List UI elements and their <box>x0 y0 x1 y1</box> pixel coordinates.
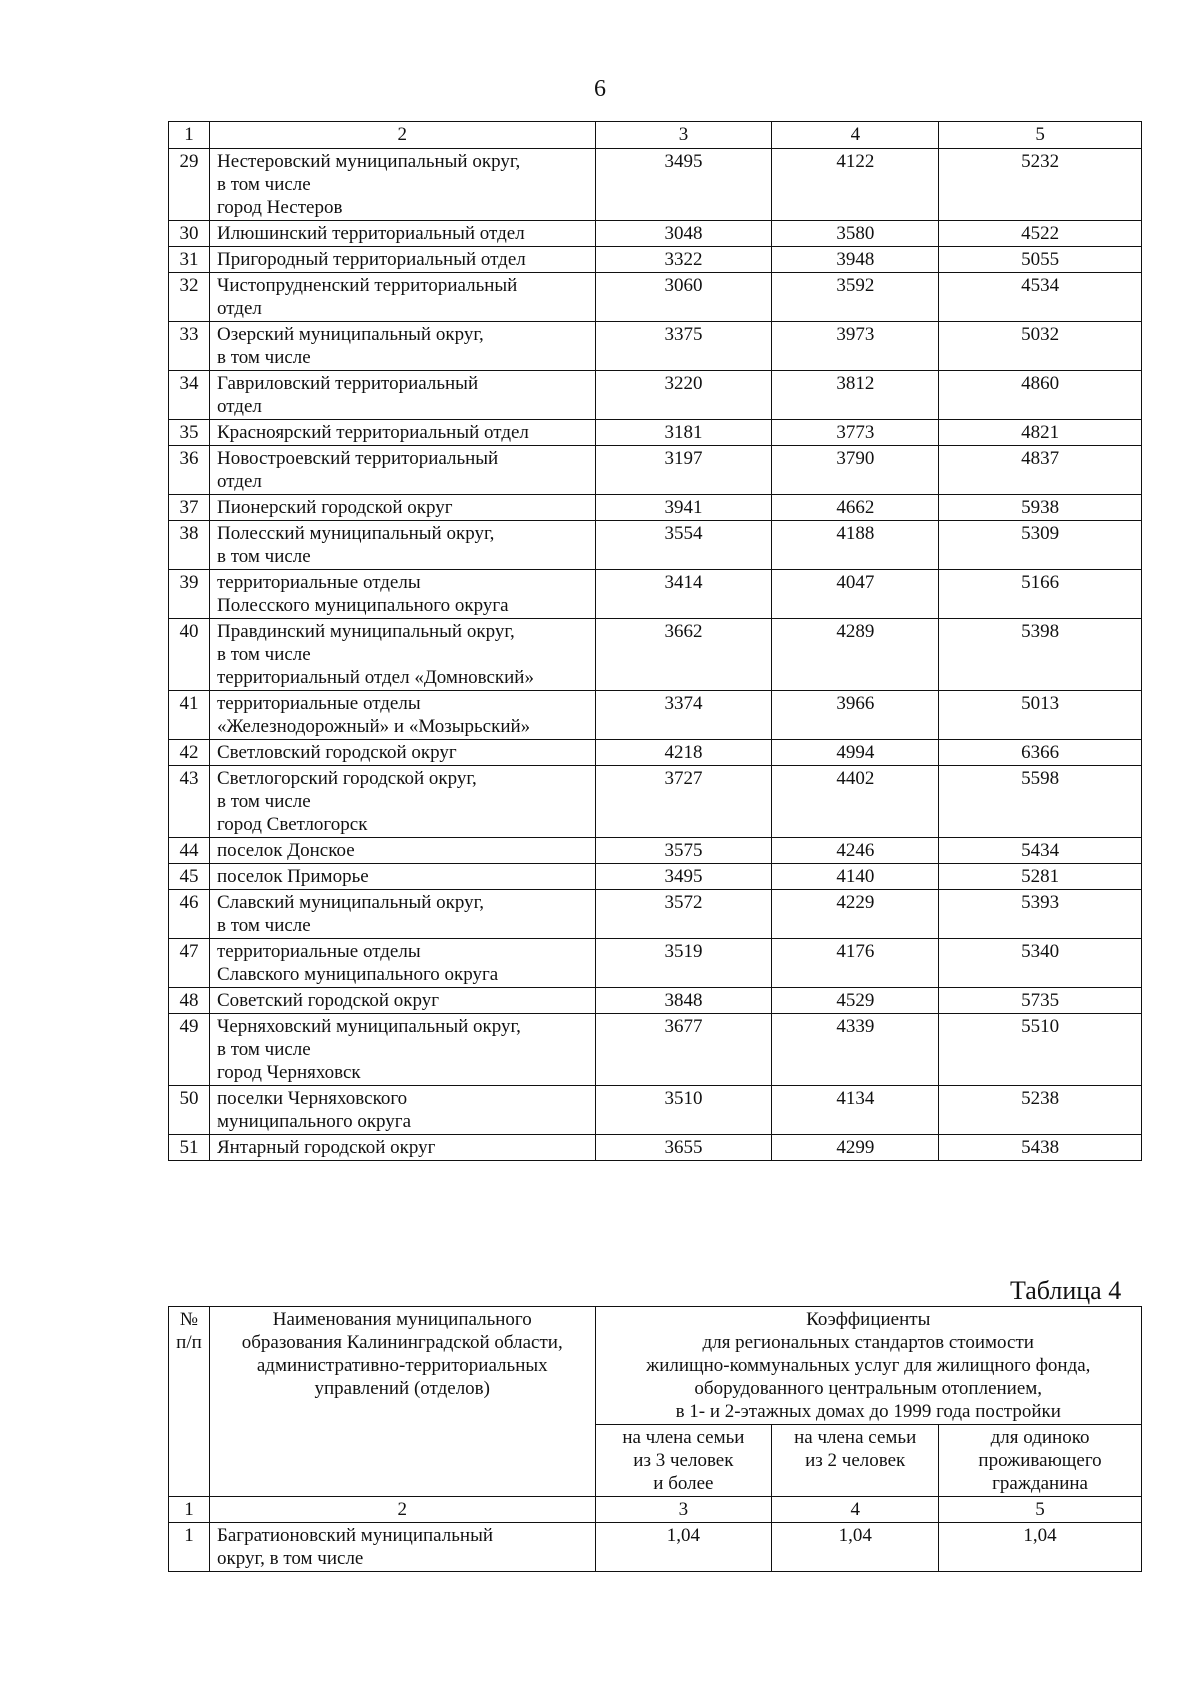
municipality-name: Славский муниципальный округ, в том числе <box>209 890 595 939</box>
value-col-4: 4339 <box>772 1014 939 1086</box>
value-col-3: 3181 <box>595 420 772 446</box>
row-number: 34 <box>169 371 210 420</box>
value-col-5: 5309 <box>939 521 1142 570</box>
table-row <box>169 521 1142 570</box>
value-col-5: 4534 <box>939 273 1142 322</box>
table-row <box>169 371 1142 420</box>
row-number: 40 <box>169 619 210 691</box>
municipality-name: Правдинский муниципальный округ, в том числе территориальный отдел «Домновский» <box>209 619 595 691</box>
value-col-3: 3727 <box>595 766 772 838</box>
value-col-5: 5281 <box>939 864 1142 890</box>
value-col-4: 3592 <box>772 273 939 322</box>
column-number-4: 4 <box>772 122 939 149</box>
row-number: 51 <box>169 1135 210 1161</box>
value-col-5: 5398 <box>939 619 1142 691</box>
row-number: 35 <box>169 420 210 446</box>
table-row <box>169 740 1142 766</box>
header-coefficients-group: Коэффициенты для региональных стандартов стоимости жилищно-коммунальных услуг для жилищного фонда, оборудованного центральным отоплением, в 1- и 2-этажных домах до 1999 года постройки <box>595 1307 1142 1425</box>
subheader-family-3-plus: на члена семьи из 3 человек и более <box>595 1425 772 1497</box>
value-col-3: 4218 <box>595 740 772 766</box>
value-col-5: 5598 <box>939 766 1142 838</box>
value-col-3: 3519 <box>595 939 772 988</box>
value-col-3: 3375 <box>595 322 772 371</box>
value-col-5: 5238 <box>939 1086 1142 1135</box>
value-col-5: 6366 <box>939 740 1142 766</box>
header-municipality-name: Наименования муниципального образования Калининградской области, административно-территориальных управлений (отделов) <box>209 1307 595 1497</box>
table-row <box>169 322 1142 371</box>
municipality-name: территориальные отделы Славского муниципального округа <box>209 939 595 988</box>
municipality-name: Светловский городской округ <box>209 740 595 766</box>
row-number: 42 <box>169 740 210 766</box>
value-col-4: 4402 <box>772 766 939 838</box>
column-number-5: 5 <box>939 1497 1142 1523</box>
value-col-4: 4122 <box>772 149 939 221</box>
column-number-2: 2 <box>209 1497 595 1523</box>
table-row <box>169 570 1142 619</box>
municipality-name: Светлогорский городской округ, в том числе город Светлогорск <box>209 766 595 838</box>
table-row <box>169 149 1142 221</box>
column-number-5: 5 <box>939 122 1142 149</box>
value-col-5: 5340 <box>939 939 1142 988</box>
municipality-name: поселок Донское <box>209 838 595 864</box>
column-numbering-row <box>169 1497 1142 1523</box>
value-col-3: 3677 <box>595 1014 772 1086</box>
value-col-4: 4299 <box>772 1135 939 1161</box>
municipality-name: Красноярский территориальный отдел <box>209 420 595 446</box>
value-col-4: 4140 <box>772 864 939 890</box>
row-number: 41 <box>169 691 210 740</box>
coefficient-single-resident: 1,04 <box>939 1523 1142 1572</box>
table-row <box>169 446 1142 495</box>
row-number: 50 <box>169 1086 210 1135</box>
value-col-5: 5438 <box>939 1135 1142 1161</box>
coefficient-family-2: 1,04 <box>772 1523 939 1572</box>
coefficients-continuation-table <box>168 121 1142 1161</box>
municipality-name: поселок Приморье <box>209 864 595 890</box>
value-col-4: 3790 <box>772 446 939 495</box>
value-col-4: 4047 <box>772 570 939 619</box>
table-row <box>169 864 1142 890</box>
municipality-name: Пионерский городской округ <box>209 495 595 521</box>
municipality-name: Янтарный городской округ <box>209 1135 595 1161</box>
value-col-5: 4821 <box>939 420 1142 446</box>
value-col-3: 3662 <box>595 619 772 691</box>
table-row <box>169 988 1142 1014</box>
value-col-3: 3495 <box>595 864 772 890</box>
table-row <box>169 890 1142 939</box>
value-col-5: 4837 <box>939 446 1142 495</box>
value-col-5: 5735 <box>939 988 1142 1014</box>
header-row-number: № п/п <box>169 1307 210 1497</box>
value-col-4: 4246 <box>772 838 939 864</box>
table-row <box>169 1523 1142 1572</box>
value-col-3: 3554 <box>595 521 772 570</box>
column-number-3: 3 <box>595 1497 772 1523</box>
value-col-5: 5393 <box>939 890 1142 939</box>
table-row <box>169 1135 1142 1161</box>
value-col-3: 3572 <box>595 890 772 939</box>
value-col-4: 3973 <box>772 322 939 371</box>
value-col-4: 3580 <box>772 221 939 247</box>
value-col-4: 3966 <box>772 691 939 740</box>
municipality-name: Черняховский муниципальный округ, в том числе город Черняховск <box>209 1014 595 1086</box>
municipality-name: Озерский муниципальный округ, в том числе <box>209 322 595 371</box>
column-number-2: 2 <box>209 122 595 149</box>
municipality-name: Гавриловский территориальный отдел <box>209 371 595 420</box>
value-col-4: 4289 <box>772 619 939 691</box>
table-row <box>169 619 1142 691</box>
row-number: 33 <box>169 322 210 371</box>
column-number-4: 4 <box>772 1497 939 1523</box>
municipality-name: Полесский муниципальный округ, в том числе <box>209 521 595 570</box>
row-number: 30 <box>169 221 210 247</box>
row-number: 46 <box>169 890 210 939</box>
municipality-name: территориальные отделы Полесского муниципального округа <box>209 570 595 619</box>
row-number: 39 <box>169 570 210 619</box>
table-row <box>169 838 1142 864</box>
value-col-3: 3655 <box>595 1135 772 1161</box>
row-number: 43 <box>169 766 210 838</box>
municipality-name: Нестеровский муниципальный округ, в том числе город Нестеров <box>209 149 595 221</box>
municipality-name: Чистопрудненский территориальный отдел <box>209 273 595 322</box>
municipality-name: Багратионовский муниципальный округ, в том числе <box>209 1523 595 1572</box>
value-col-3: 3848 <box>595 988 772 1014</box>
table-row <box>169 495 1142 521</box>
subheader-family-2: на члена семьи из 2 человек <box>772 1425 939 1497</box>
value-col-4: 4529 <box>772 988 939 1014</box>
value-col-4: 4188 <box>772 521 939 570</box>
value-col-3: 3510 <box>595 1086 772 1135</box>
value-col-5: 5434 <box>939 838 1142 864</box>
municipality-name: Новостроевский территориальный отдел <box>209 446 595 495</box>
value-col-4: 3812 <box>772 371 939 420</box>
value-col-3: 3322 <box>595 247 772 273</box>
subheader-single-resident: для одиноко проживающего гражданина <box>939 1425 1142 1497</box>
table-row <box>169 247 1142 273</box>
value-col-3: 3048 <box>595 221 772 247</box>
row-number: 1 <box>169 1523 210 1572</box>
table-row <box>169 420 1142 446</box>
municipality-name: Советский городской округ <box>209 988 595 1014</box>
row-number: 45 <box>169 864 210 890</box>
row-number: 36 <box>169 446 210 495</box>
row-number: 48 <box>169 988 210 1014</box>
value-col-4: 4229 <box>772 890 939 939</box>
value-col-3: 3060 <box>595 273 772 322</box>
table-row <box>169 939 1142 988</box>
value-col-4: 4994 <box>772 740 939 766</box>
table-row <box>169 766 1142 838</box>
row-number: 47 <box>169 939 210 988</box>
value-col-3: 3495 <box>595 149 772 221</box>
row-number: 29 <box>169 149 210 221</box>
column-number-1: 1 <box>169 1497 210 1523</box>
table-caption: Таблица 4 <box>1010 1276 1122 1305</box>
table-row <box>169 221 1142 247</box>
value-col-4: 4134 <box>772 1086 939 1135</box>
row-number: 31 <box>169 247 210 273</box>
row-number: 32 <box>169 273 210 322</box>
value-col-5: 5013 <box>939 691 1142 740</box>
value-col-4: 4662 <box>772 495 939 521</box>
value-col-5: 5510 <box>939 1014 1142 1086</box>
value-col-3: 3220 <box>595 371 772 420</box>
value-col-3: 3197 <box>595 446 772 495</box>
municipality-name: Илюшинский территориальный отдел <box>209 221 595 247</box>
column-number-3: 3 <box>595 122 772 149</box>
coefficients-table-4 <box>168 1306 1142 1572</box>
value-col-4: 4176 <box>772 939 939 988</box>
table-header-row <box>169 1307 1142 1425</box>
municipality-name: поселки Черняховского муниципального округа <box>209 1086 595 1135</box>
value-col-4: 3773 <box>772 420 939 446</box>
column-number-1: 1 <box>169 122 210 149</box>
table-row <box>169 273 1142 322</box>
page-number: 6 <box>594 76 606 102</box>
value-col-3: 3414 <box>595 570 772 619</box>
value-col-3: 3941 <box>595 495 772 521</box>
municipality-name: Пригородный территориальный отдел <box>209 247 595 273</box>
value-col-5: 5032 <box>939 322 1142 371</box>
value-col-5: 4522 <box>939 221 1142 247</box>
value-col-3: 3374 <box>595 691 772 740</box>
row-number: 44 <box>169 838 210 864</box>
value-col-5: 4860 <box>939 371 1142 420</box>
table-row <box>169 1014 1142 1086</box>
table-header-row <box>169 122 1142 149</box>
value-col-4: 3948 <box>772 247 939 273</box>
value-col-5: 5938 <box>939 495 1142 521</box>
table-row <box>169 691 1142 740</box>
row-number: 37 <box>169 495 210 521</box>
value-col-5: 5232 <box>939 149 1142 221</box>
value-col-5: 5166 <box>939 570 1142 619</box>
value-col-5: 5055 <box>939 247 1142 273</box>
coefficient-family-3-plus: 1,04 <box>595 1523 772 1572</box>
row-number: 38 <box>169 521 210 570</box>
municipality-name: территориальные отделы «Железнодорожный» и «Мозырьский» <box>209 691 595 740</box>
table-row <box>169 1086 1142 1135</box>
row-number: 49 <box>169 1014 210 1086</box>
value-col-3: 3575 <box>595 838 772 864</box>
